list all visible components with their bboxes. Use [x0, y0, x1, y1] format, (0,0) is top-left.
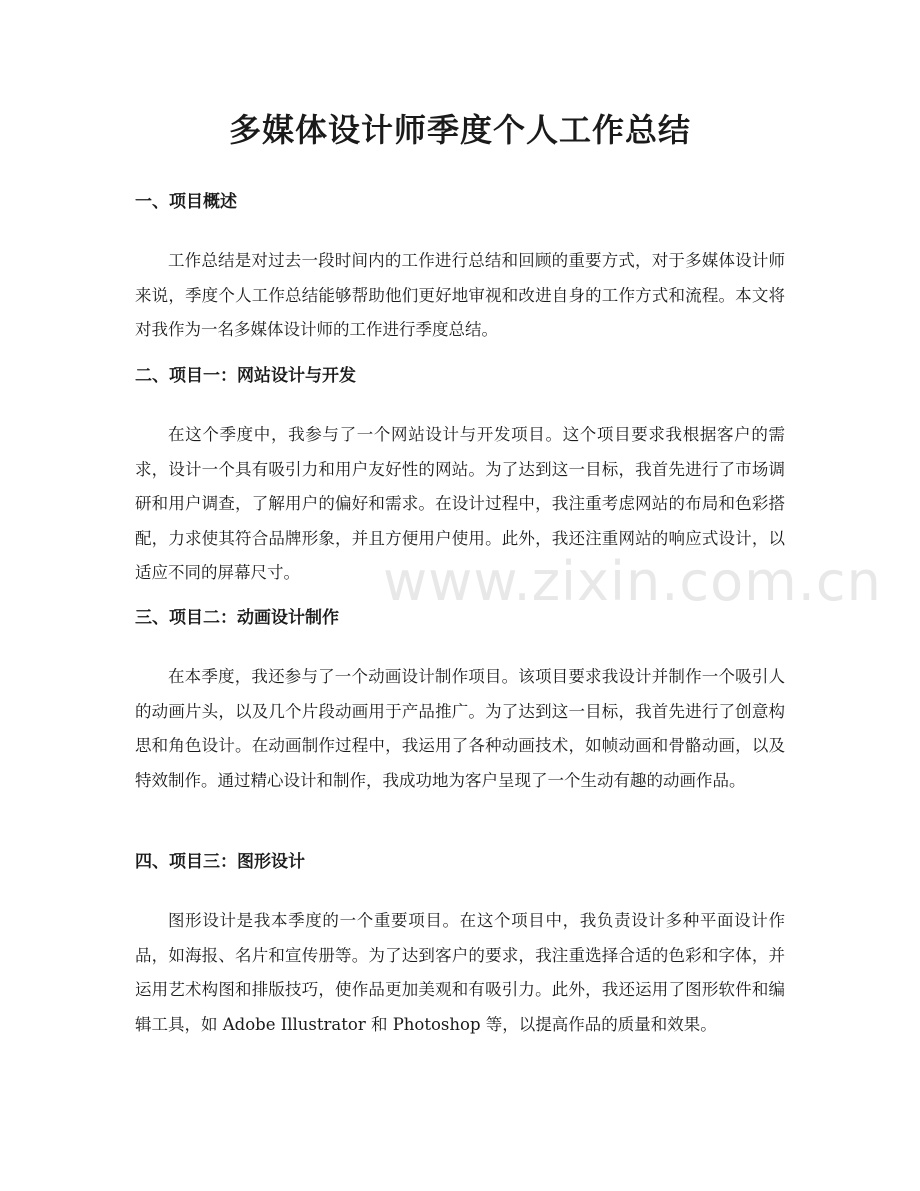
section-animation-project: [135, 606, 785, 798]
section-paragraph: 工作总结是对过去一段时间内的工作进行总结和回顾的重要方式，对于多媒体设计师来说，季度个人工作总结能够帮助他们更好地审视和改进自身的工作方式和流程。本文将对我作为一名多媒体设计师的工作进行季度总结。: [135, 251, 785, 339]
document-title: 多媒体设计师季度个人工作总结: [228, 111, 691, 149]
section-website-project: [135, 364, 785, 591]
watermark-text: www.zixin.com.cn: [383, 550, 882, 613]
section-heading: 四、项目三：图形设计: [135, 852, 305, 872]
section-heading: 三、项目二：动画设计制作: [135, 608, 339, 628]
section-paragraph: 在本季度，我还参与了一个动画设计制作项目。该项目要求我设计并制作一个吸引人的动画片头，以及几个片段动画用于产品推广。为了达到这一目标，我首先进行了创意构思和角色设计。在动画制作过程中，我运用了各种动画技术，如帧动画和骨骼动画，以及特效制作。通过精心设计和制作，我成功地为客户呈现了一个生动有趣的动画作品。: [135, 667, 785, 790]
section-paragraph: 在这个季度中，我参与了一个网站设计与开发项目。这个项目要求我根据客户的需求，设计一个具有吸引力和用户友好性的网站。为了达到这一目标，我首先进行了市场调研和用户调查，了解用户的偏好和需求。在设计过程中，我注重考虑网站的布局和色彩搭配，力求使其符合品牌形象，并且方便用户使用。此外，我还注重网站的响应式设计，以适应不同的屏幕尺寸。: [135, 425, 785, 582]
section-heading: 二、项目一：网站设计与开发: [135, 366, 356, 386]
section-paragraph: 图形设计是我本季度的一个重要项目。在这个项目中，我负责设计多种平面设计作品，如海报、名片和宣传册等。为了达到客户的要求，我注重选择合适的色彩和字体，并运用艺术构图和排版技巧，使作品更加美观和有吸引力。此外，我还运用了图形软件和编辑工具，如 Adobe Illustrator 和 Photoshop 等，以提高作品的质量和效果。: [135, 911, 785, 1034]
section-overview: [135, 190, 785, 348]
section-graphic-project: [135, 850, 785, 1042]
section-heading: 一、项目概述: [135, 192, 237, 212]
